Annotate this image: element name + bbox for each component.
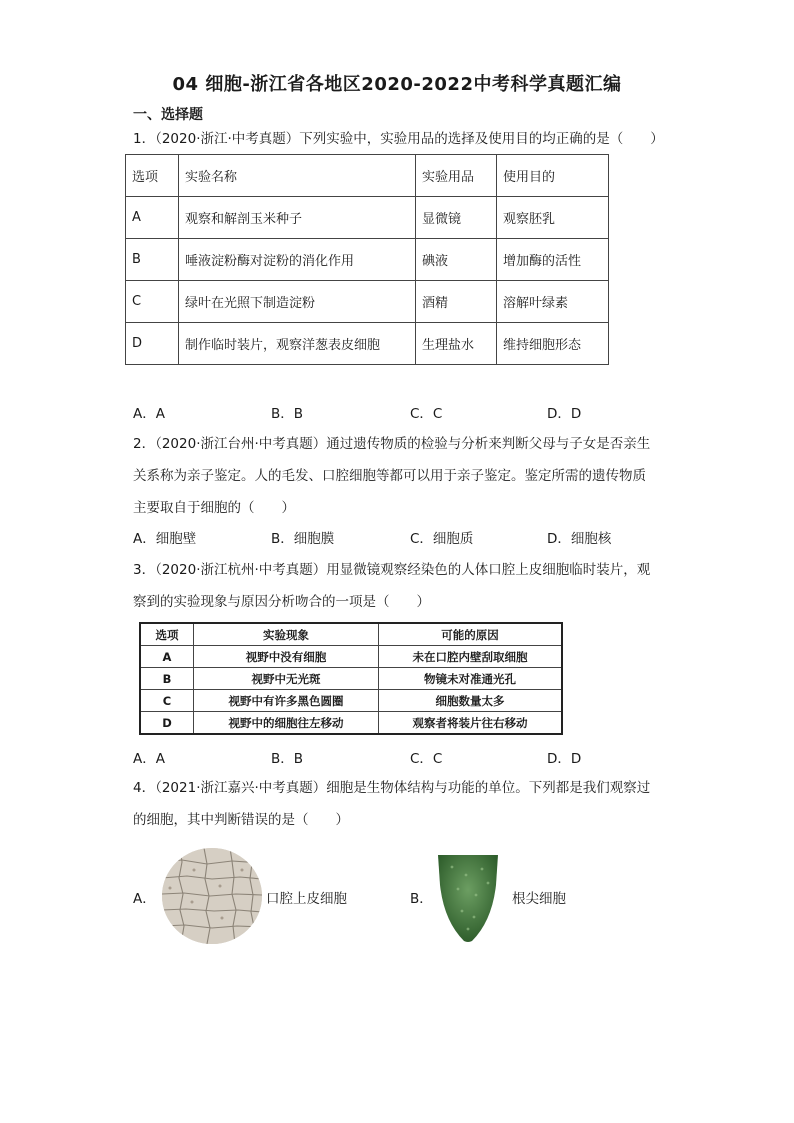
question-3-table xyxy=(139,622,563,735)
option-b[interactable]: B．B xyxy=(271,406,304,422)
table-cell: 观察和解剖玉米种子 xyxy=(179,197,416,239)
table-cell: 细胞数量太多 xyxy=(379,690,563,712)
question-3-line: 察到的实验现象与原因分析吻合的一项是（ ） xyxy=(133,594,430,610)
option-b[interactable]: B．B xyxy=(271,751,304,767)
table-cell: B xyxy=(140,668,194,690)
option-c[interactable]: C．细胞质 xyxy=(410,531,474,547)
question-3-line: 3．（2020·浙江杭州·中考真题）用显微镜观察经染色的人体口腔上皮细胞临时装片，观 xyxy=(133,562,651,578)
question-1-table xyxy=(125,154,609,365)
table-cell: C xyxy=(126,281,179,323)
question-1-text: 1．（2020·浙江·中考真题）下列实验中，实验用品的选择及使用目的均正确的是（ ） xyxy=(133,131,664,147)
choice-b-letter[interactable]: B． xyxy=(410,891,433,907)
option-b[interactable]: B．细胞膜 xyxy=(271,531,335,547)
option-d[interactable]: D．细胞核 xyxy=(547,531,612,547)
table-header-cell: 选项 xyxy=(140,623,194,646)
table-header-cell: 选项 xyxy=(126,155,179,197)
table-header-cell: 实验现象 xyxy=(194,623,379,646)
question-3-options xyxy=(133,747,693,767)
question-2-line: 关系称为亲子鉴定。人的毛发、口腔细胞等都可以用于亲子鉴定。鉴定所需的遗传物质 xyxy=(133,468,646,484)
option-a[interactable]: A．A xyxy=(133,406,165,422)
section-heading: 一、选择题 xyxy=(133,107,203,123)
question-4-line: 4．（2021·浙江嘉兴·中考真题）细胞是生物体结构与功能的单位。下列都是我们观察过 xyxy=(133,780,651,796)
table-cell: 绿叶在光照下制造淀粉 xyxy=(179,281,416,323)
option-a[interactable]: A．A xyxy=(133,751,165,767)
table-cell: 观察胚乳 xyxy=(497,197,609,239)
table-cell: 视野中有许多黑色圆圈 xyxy=(194,690,379,712)
table-cell: 视野中无光斑 xyxy=(194,668,379,690)
option-d[interactable]: D．D xyxy=(547,406,582,422)
table-cell: 溶解叶绿素 xyxy=(497,281,609,323)
table-cell: B xyxy=(126,239,179,281)
question-1-options xyxy=(133,402,693,422)
table-header-row xyxy=(126,155,609,197)
table-header-row xyxy=(140,623,562,646)
table-row xyxy=(140,668,562,690)
root-tip-micrograph xyxy=(432,855,504,943)
table-cell: 未在口腔内壁刮取细胞 xyxy=(379,646,563,668)
table-cell: D xyxy=(126,323,179,365)
option-a[interactable]: A．细胞壁 xyxy=(133,531,197,547)
table-row xyxy=(140,712,562,735)
table-header-cell: 实验用品 xyxy=(416,155,497,197)
table-cell: 酒精 xyxy=(416,281,497,323)
table-row xyxy=(140,646,562,668)
table-cell: D xyxy=(140,712,194,735)
table-row xyxy=(126,197,609,239)
table-cell: 增加酶的活性 xyxy=(497,239,609,281)
question-2-line: 主要取自于细胞的（ ） xyxy=(133,500,295,516)
option-c[interactable]: C．C xyxy=(410,406,443,422)
question-2-text xyxy=(133,428,673,524)
table-cell: 生理盐水 xyxy=(416,323,497,365)
table-cell: C xyxy=(140,690,194,712)
choice-a-caption: 口腔上皮细胞 xyxy=(266,891,347,907)
table-cell: A xyxy=(140,646,194,668)
question-4-line: 的细胞，其中判断错误的是（ ） xyxy=(133,812,349,828)
table-cell: 维持细胞形态 xyxy=(497,323,609,365)
table-header-cell: 实验名称 xyxy=(179,155,416,197)
table-cell: 视野中没有细胞 xyxy=(194,646,379,668)
choice-b-caption: 根尖细胞 xyxy=(512,891,566,907)
table-row xyxy=(126,239,609,281)
root-tip-image xyxy=(432,855,504,943)
table-cell: 制作临时装片，观察洋葱表皮细胞 xyxy=(179,323,416,365)
table-cell: 视野中的细胞往左移动 xyxy=(194,712,379,735)
table-cell: 物镜未对准通光孔 xyxy=(379,668,563,690)
table-cell: 唾液淀粉酶对淀粉的消化作用 xyxy=(179,239,416,281)
page-title: 04 细胞-浙江省各地区2020-2022中考科学真题汇编 xyxy=(172,74,622,95)
cell-grid-image xyxy=(162,848,262,944)
option-d[interactable]: D．D xyxy=(547,751,582,767)
table-header-cell: 可能的原因 xyxy=(379,623,563,646)
question-4-text xyxy=(133,772,673,836)
table-cell: A xyxy=(126,197,179,239)
question-2-line: 2．（2020·浙江台州·中考真题）通过遗传物质的检验与分析来判断父母与子女是否亲生 xyxy=(133,436,651,452)
table-row xyxy=(126,323,609,365)
table-row xyxy=(126,281,609,323)
table-cell: 碘液 xyxy=(416,239,497,281)
question-2-options xyxy=(133,527,693,547)
table-row xyxy=(140,690,562,712)
question-3-text xyxy=(133,554,673,618)
table-cell: 显微镜 xyxy=(416,197,497,239)
choice-a-letter[interactable]: A． xyxy=(133,891,156,907)
cheek-cell-micrograph xyxy=(162,848,262,944)
table-cell: 观察者将装片往右移动 xyxy=(379,712,563,735)
table-header-cell: 使用目的 xyxy=(497,155,609,197)
option-c[interactable]: C．C xyxy=(410,751,443,767)
